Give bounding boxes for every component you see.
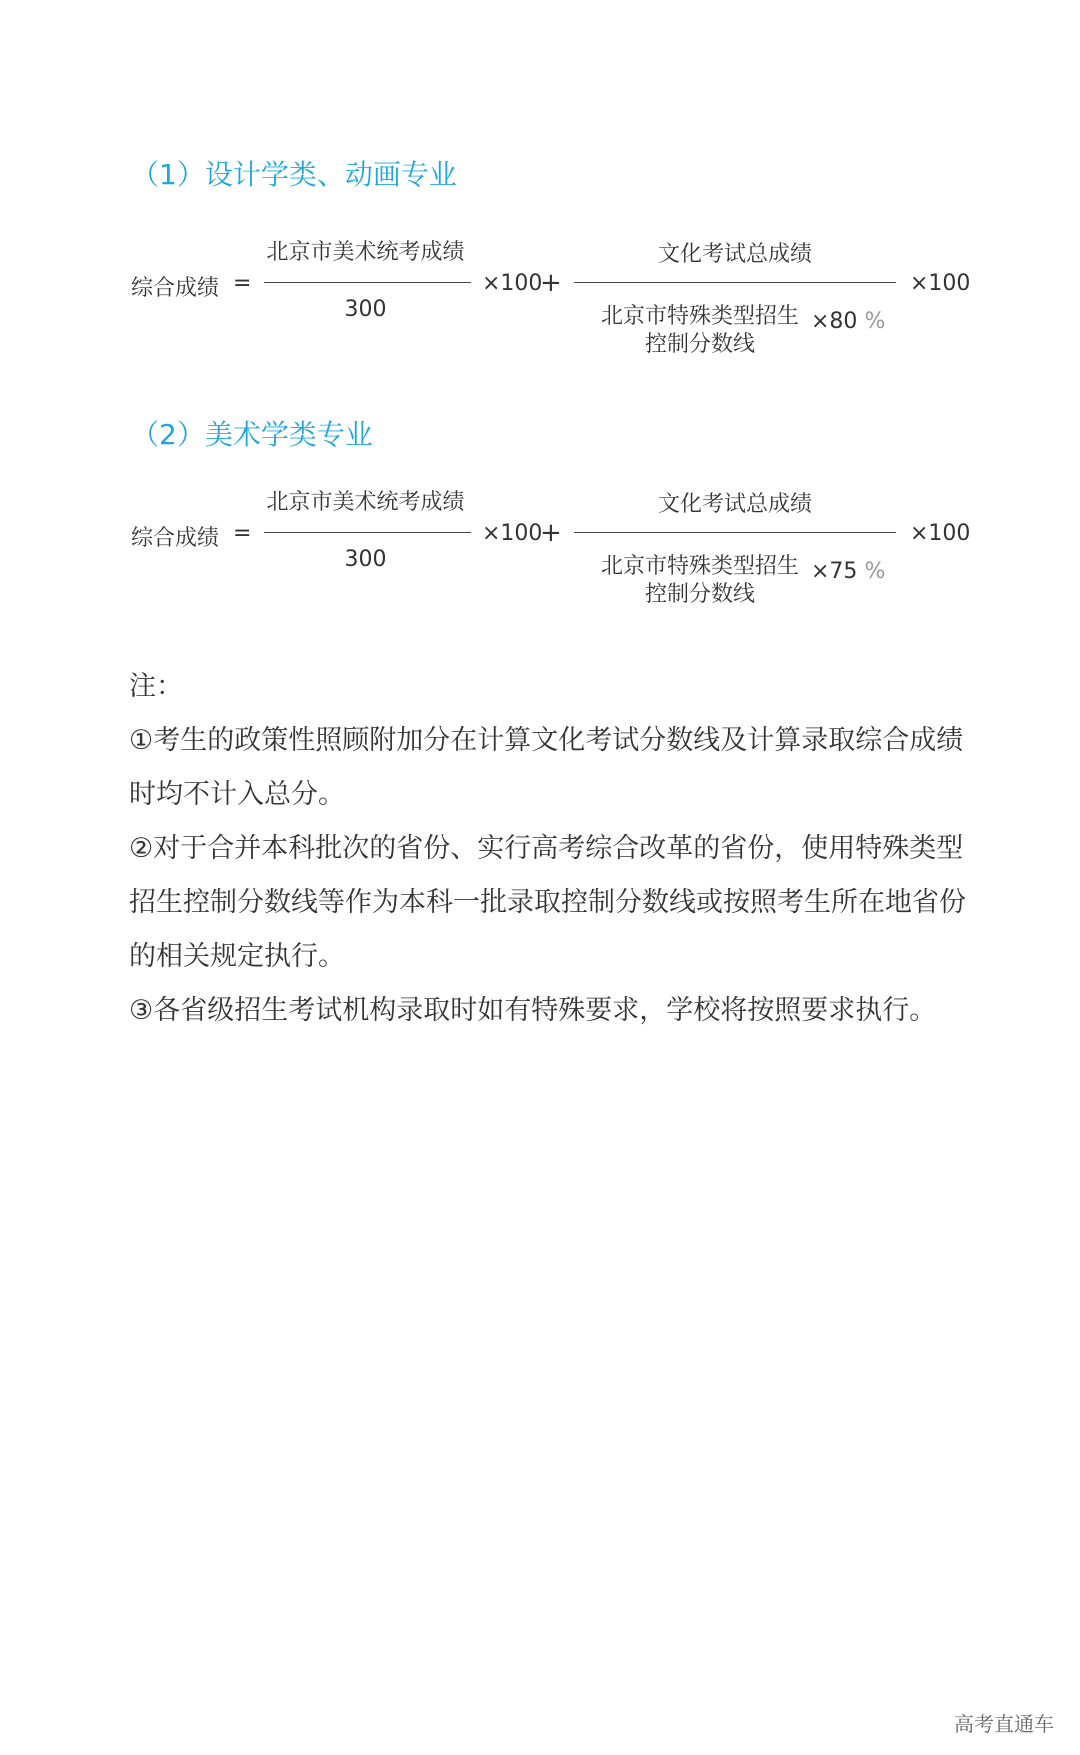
percent-sign: % [864,309,886,334]
multiplier-100: ×100 [910,521,971,546]
notes-block [129,660,969,1038]
percent-sign: % [864,559,886,584]
numerator-art-exam: 北京市美术统考成绩 [266,240,465,265]
denominator-control-line-1: 北京市特殊类型招生 [600,304,799,329]
denominator-control-line-2: 控制分数线 [644,332,755,357]
note-item: ②对于合并本科批次的省份、实行高考综合改革的省份，使用特殊类型招生控制分数线等作为本科一批录取控制分数线或按照考生所在地省份的相关规定执行。 [129,833,966,972]
denominator-300: 300 [344,297,387,322]
fraction-line [264,282,471,283]
section-title-fine-arts: （2）美术学类专业 [131,418,373,451]
fraction-line [574,282,896,283]
denominator-control-line-1: 北京市特殊类型招生 [600,554,799,579]
plus-sign: + [540,518,562,548]
denominator-control-line-2: 控制分数线 [644,582,755,607]
equals-sign: = [233,271,252,296]
multiplier-100: ×100 [482,521,543,546]
percent-value: ×75 [811,559,858,584]
plus-sign: + [540,268,562,298]
numerator-culture-exam: 文化考试总成绩 [657,492,812,517]
notes-heading: 注： [129,671,183,702]
multiplier-100: ×100 [910,271,971,296]
multiplier-100: ×100 [482,271,543,296]
formula-fine-arts [0,485,1080,615]
watermark: 高考直通车 [954,1712,1054,1736]
formula-design [0,235,1080,365]
note-item: ①考生的政策性照顾附加分在计算文化考试分数线及计算录取综合成绩时均不计入总分。 [129,725,964,810]
formula-label: 综合成绩 [131,276,220,301]
percent-factor [811,559,885,584]
section-title-design: （1）设计学类、动画专业 [131,158,457,191]
denominator-300: 300 [344,547,387,572]
percent-value: ×80 [811,309,858,334]
equals-sign: = [233,521,252,546]
note-item: ③各省级招生考试机构录取时如有特殊要求，学校将按照要求执行。 [129,995,937,1026]
numerator-art-exam: 北京市美术统考成绩 [266,490,465,515]
numerator-culture-exam: 文化考试总成绩 [657,242,812,267]
formula-label: 综合成绩 [131,526,220,551]
percent-factor [811,309,885,334]
fraction-line [574,532,896,533]
fraction-line [264,532,471,533]
